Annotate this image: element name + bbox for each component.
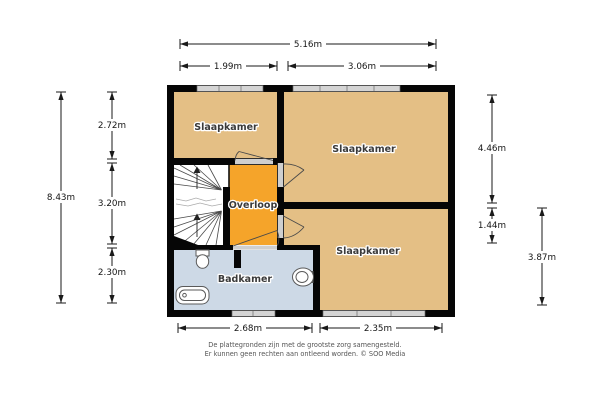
room-label-bedroom-top-left: Slaapkamer	[194, 122, 258, 133]
stair-break-band	[175, 194, 229, 209]
room-label-bedroom-bottom-right: Slaapkamer	[336, 246, 400, 257]
window-bottom-right	[323, 311, 425, 317]
room-label-bedroom-top-right: Slaapkamer	[332, 144, 396, 155]
disclaimer-line-1: De plattegronden zijn met de grootste zorg samengesteld.	[208, 341, 402, 349]
dimension-left	[43, 92, 130, 303]
footer-disclaimer	[205, 341, 406, 358]
window-bathroom	[232, 311, 275, 317]
door-opening-bedroom-top-right	[278, 163, 283, 187]
bathtub-icon	[176, 287, 209, 305]
dim-left-seg-1: 2.72m	[97, 121, 127, 131]
window-top-right	[293, 86, 400, 92]
dim-bottom-seg-2: 2.35m	[363, 324, 393, 334]
room-label-landing: Overloop	[228, 200, 278, 211]
disclaimer-line-2: Er kunnen geen rechten aan ontleend worden. © SOO Media	[204, 350, 406, 358]
sink-icon	[293, 268, 314, 286]
door-opening-bedroom-top-left	[235, 159, 273, 164]
dimension-top	[180, 38, 436, 72]
dim-top-seg-1: 1.99m	[213, 62, 243, 72]
dim-right-seg-2: 1.44m	[477, 221, 507, 231]
dim-top-total: 5.16m	[293, 40, 323, 50]
dim-right-outer: 3.87m	[527, 253, 557, 263]
dim-left-total: 8.43m	[46, 193, 76, 203]
dim-left-seg-2: 3.20m	[97, 199, 127, 209]
window-top-left	[197, 86, 263, 92]
dim-bottom-seg-1: 2.68m	[233, 324, 263, 334]
room-label-bathroom: Badkamer	[217, 274, 273, 285]
dim-left-seg-3: 2.30m	[97, 268, 127, 278]
dim-right-seg-1: 4.46m	[477, 144, 507, 154]
toilet-icon	[196, 250, 209, 268]
dimension-bottom	[178, 322, 442, 334]
dim-top-seg-2: 3.06m	[347, 62, 377, 72]
door-opening-bathroom	[233, 246, 277, 250]
dimension-right	[474, 95, 560, 305]
